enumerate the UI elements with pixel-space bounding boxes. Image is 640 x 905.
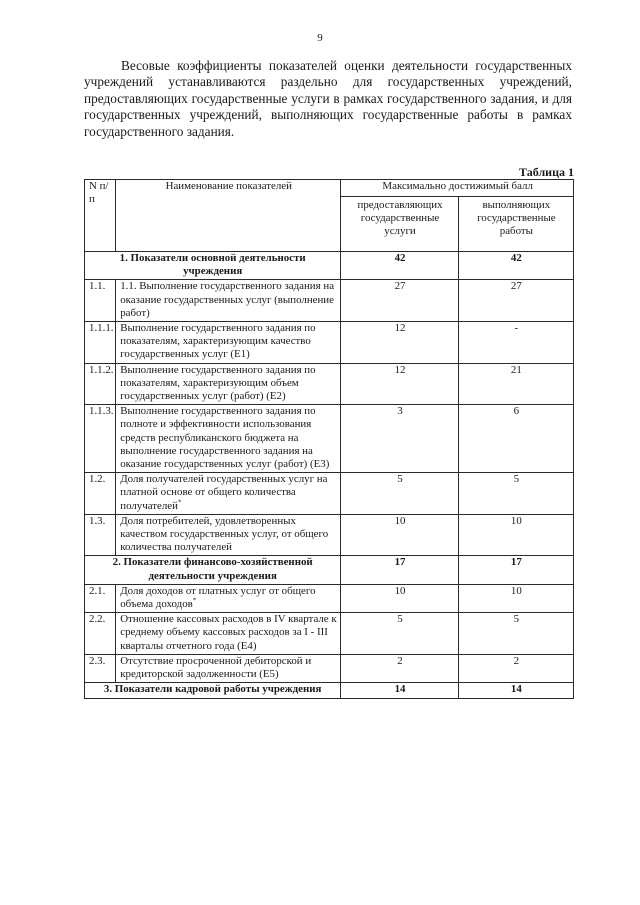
page-number: 9: [317, 32, 323, 44]
header-num: N п/п: [85, 180, 116, 252]
score-works: 10: [458, 514, 573, 556]
indicator-name-text: Отсутствие просроченной дебиторской и кредиторской задолженности (Е5): [120, 654, 312, 681]
indicator-name: [116, 280, 341, 322]
score-services: 12: [341, 322, 458, 364]
intro-paragraph: Весовые коэффициенты показателей оценки деятельности государственных учреждений устанавливаются раздельно для государственных учреждений, предоставляющих государственные услуги в рамках государственного задания, и для государственных учреждений, выполняющих государственные работы в рамках государственного задания.: [84, 58, 572, 139]
score-works: 27: [458, 280, 573, 322]
table-caption: Таблица 1: [519, 165, 574, 179]
table-row: [85, 514, 574, 556]
section-title: 2. Показатели финансово-хозяйственной деятельности учреждения: [85, 556, 341, 584]
header-max-score: Максимально достижимый балл: [341, 180, 574, 197]
indicator-name: [116, 654, 341, 682]
indicator-name: [116, 613, 341, 655]
score-services: 27: [341, 280, 458, 322]
indicator-name: [116, 514, 341, 556]
score-works: 2: [458, 654, 573, 682]
header-works: выполняющих государственные работы: [458, 197, 573, 252]
indicator-name-text: Отношение кассовых расходов в IV квартале к среднему объему кассовых расходов за I - III кварталы отчетного года (Е4): [120, 613, 337, 652]
score-services: 17: [341, 556, 458, 584]
table-row: [85, 405, 574, 473]
score-services: 12: [341, 363, 458, 405]
indicator-name-text: 1.1. Выполнение государственного задания на оказание государственных услуг (выполнение работ): [120, 280, 335, 319]
score-works: 10: [458, 584, 573, 612]
table-row: [85, 363, 574, 405]
score-works: 5: [458, 473, 573, 515]
table-row: [85, 613, 574, 655]
row-number: 2.1.: [85, 584, 116, 612]
indicator-name-text: Доля доходов от платных услуг от общего объема доходов: [120, 584, 316, 611]
row-number: 1.3.: [85, 514, 116, 556]
table-row: [85, 473, 574, 515]
score-services: 14: [341, 683, 458, 698]
section-row: [85, 683, 574, 698]
row-number: 1.2.: [85, 473, 116, 515]
indicator-name: [116, 322, 341, 364]
footnote-mark: *: [192, 596, 197, 605]
row-number: 1.1.1.: [85, 322, 116, 364]
score-works: 21: [458, 363, 573, 405]
indicators-table: [84, 179, 574, 699]
table-row: [85, 322, 574, 364]
indicator-name: [116, 584, 341, 612]
row-number: 1.1.2.: [85, 363, 116, 405]
table-row: [85, 654, 574, 682]
indicator-name-text: Доля потребителей, удовлетворенных качеством государственных услуг, от общего количества получателей: [120, 514, 329, 554]
indicator-name-text: Выполнение государственного задания по показателям, характеризующим объем государственных услуг (работ) (Е2): [120, 363, 316, 403]
indicator-name-text: Выполнение государственного задания по полноте и эффективности использования средств республиканского бюджета на выполнение государственного задания на оказание государственных услуг (работ) (Е3): [120, 405, 330, 471]
row-number: 2.2.: [85, 613, 116, 655]
score-works: 14: [458, 683, 573, 698]
indicator-name: [116, 363, 341, 405]
row-number: 2.3.: [85, 654, 116, 682]
score-services: 42: [341, 252, 458, 280]
score-works: 6: [458, 405, 573, 473]
score-services: 10: [341, 584, 458, 612]
indicator-name-text: Выполнение государственного задания по показателям, характеризующим качество государственных услуг (Е1): [120, 322, 316, 361]
score-works: 5: [458, 613, 573, 655]
table-row: [85, 584, 574, 612]
section-row: [85, 556, 574, 584]
header-name: Наименование показателей: [116, 180, 341, 252]
table-body: [85, 252, 574, 699]
score-services: 3: [341, 405, 458, 473]
score-works: -: [458, 322, 573, 364]
score-services: 5: [341, 473, 458, 515]
row-number: 1.1.: [85, 280, 116, 322]
indicator-name: [116, 405, 341, 473]
score-services: 2: [341, 654, 458, 682]
score-services: 5: [341, 613, 458, 655]
row-number: 1.1.3.: [85, 405, 116, 473]
indicator-name: [116, 473, 341, 515]
header-services: предоставляющих государственные услуги: [341, 197, 458, 252]
section-row: [85, 252, 574, 280]
table-row: [85, 280, 574, 322]
section-title: 1. Показатели основной деятельности учреждения: [85, 252, 341, 280]
footnote-mark: *: [177, 498, 182, 507]
section-title: 3. Показатели кадровой работы учреждения: [85, 683, 341, 698]
score-works: 42: [458, 252, 573, 280]
score-works: 17: [458, 556, 573, 584]
score-services: 10: [341, 514, 458, 556]
indicator-name-text: Доля получателей государственных услуг на платной основе от общего количества получателей: [120, 473, 328, 512]
